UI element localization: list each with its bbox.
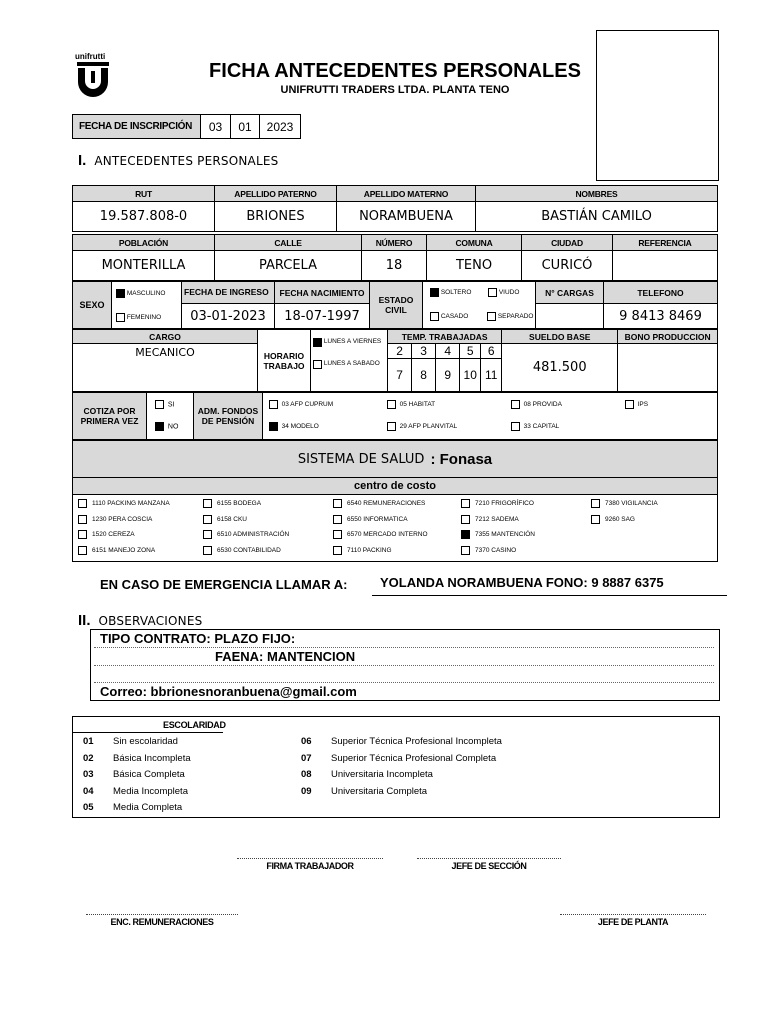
- escolaridad-code: 02: [83, 752, 94, 764]
- horario-label: HORARIO TRABAJO: [258, 330, 311, 392]
- afp-cuprum-label: 03 AFP CUPRUM: [281, 401, 334, 409]
- personal-table-3: [72, 281, 718, 329]
- apellido-materno-header: APELLIDO MATERNO: [337, 186, 476, 202]
- centro-costo-label: 6530 CONTABILIDAD: [217, 546, 281, 554]
- cotiza-no-checkbox[interactable]: [155, 422, 164, 431]
- escolaridad-box: [72, 716, 720, 818]
- escolaridad-item: [83, 736, 178, 747]
- escolaridad-item: [301, 753, 496, 764]
- bono-label: BONO PRODUCCION: [618, 330, 718, 344]
- cotiza-no-label: NO: [167, 423, 179, 431]
- personal-table-5: [72, 392, 718, 440]
- poblacion-header: POBLACIÓN: [73, 235, 215, 251]
- nombres-value[interactable]: BASTIÁN CAMILO: [476, 202, 718, 232]
- telefono-value[interactable]: 9 8413 8469: [604, 304, 718, 329]
- estado-civil-label: ESTADO CIVIL: [370, 282, 423, 329]
- faena-text[interactable]: FAENA: MANTENCION: [215, 649, 356, 664]
- comuna-header: COMUNA: [427, 235, 522, 251]
- bono-value[interactable]: [618, 344, 718, 392]
- tipo-contrato-text[interactable]: TIPO CONTRATO: PLAZO FIJO:: [100, 631, 296, 646]
- escolaridad-title: ESCOLARIDAD: [163, 720, 226, 730]
- escolaridad-code: 09: [301, 785, 312, 797]
- centro-costo-checkbox[interactable]: [78, 546, 87, 555]
- centro-costo-label: 6570 MERCADO INTERNO: [347, 531, 428, 538]
- centro-costo-item[interactable]: [461, 530, 535, 539]
- afp-modelo-label: 34 MODELO: [281, 423, 319, 431]
- centro-costo-label: 6510 ADMINISTRACIÓN: [217, 531, 290, 538]
- centro-costo-label: 6158 CKU: [217, 515, 247, 523]
- lunes-sabado-label: LUNES A SABADO: [323, 360, 380, 367]
- emergencia-value[interactable]: YOLANDA NORAMBUENA FONO: 9 8887 6375: [372, 575, 727, 596]
- estado-civil-options: [423, 282, 536, 329]
- fecha-inscripcion: [72, 114, 301, 139]
- photo-box: [596, 30, 719, 181]
- centro-costo-item[interactable]: [461, 515, 519, 524]
- centro-costo-checkbox[interactable]: [78, 499, 87, 508]
- centro-costo-item[interactable]: [203, 515, 247, 524]
- centro-costo-checkbox[interactable]: [78, 530, 87, 539]
- centro-costo-checkbox[interactable]: [203, 530, 212, 539]
- escolaridad-code: 04: [83, 785, 94, 797]
- escolaridad-code: 05: [83, 802, 94, 813]
- centro-costo-checkbox[interactable]: [78, 515, 87, 524]
- fecha-ingreso-label: FECHA DE INGRESO: [182, 282, 275, 304]
- fecha-nacimiento-value[interactable]: 18-07-1997: [275, 304, 370, 329]
- afp-capital-checkbox[interactable]: [511, 422, 520, 431]
- afp-provida-label: 08 PROVIDA: [523, 401, 562, 409]
- escolaridad-code: 06: [301, 736, 312, 747]
- numero-value[interactable]: 18: [362, 251, 427, 281]
- escolaridad-label: Superior Técnica Profesional Completa: [331, 752, 497, 764]
- centro-costo-checkbox[interactable]: [203, 499, 212, 508]
- ips-checkbox[interactable]: [625, 400, 634, 409]
- firma-trabajador: FIRMA TRABAJADOR: [237, 858, 383, 871]
- escolaridad-item: [301, 736, 502, 747]
- centro-costo-item[interactable]: [78, 515, 152, 524]
- ciudad-value[interactable]: CURICÓ: [522, 251, 613, 281]
- correo-text[interactable]: Correo: bbrionesnoranbuena@gmail.com: [100, 684, 357, 699]
- centro-costo-item[interactable]: [78, 546, 155, 555]
- referencia-value[interactable]: [613, 251, 718, 281]
- femenino-checkbox[interactable]: [116, 313, 125, 322]
- apellido-paterno-header: APELLIDO PATERNO: [215, 186, 337, 202]
- personal-table-1: [72, 185, 718, 232]
- comuna-value[interactable]: TENO: [427, 251, 522, 281]
- rut-value[interactable]: 19.587.808-0: [73, 202, 215, 232]
- cotiza-label: COTIZA POR PRIMERA VEZ: [73, 393, 147, 440]
- numero-header: NÚMERO: [362, 235, 427, 251]
- afp-cuprum-checkbox[interactable]: [269, 400, 278, 409]
- calle-value[interactable]: PARCELA: [215, 251, 362, 281]
- centro-costo-label: 7110 PACKING: [347, 546, 392, 554]
- centro-costo-label: 7355 MANTENCIÓN: [475, 531, 535, 538]
- fecha-nacimiento-label: FECHA NACIMIENTO: [275, 282, 370, 304]
- afp-habitat-checkbox[interactable]: [387, 400, 396, 409]
- centro-costo-label: 1230 PERA COSCIA: [92, 515, 153, 523]
- centro-costo-item[interactable]: [203, 546, 281, 555]
- centro-costo-label: 6540 REMUNERACIONES: [347, 500, 426, 507]
- escolaridad-code: 07: [301, 752, 312, 764]
- salud-label: SISTEMA DE SALUD: [297, 451, 425, 467]
- cargo-value[interactable]: MECANICO: [73, 344, 258, 392]
- personal-table-2: [72, 234, 718, 281]
- centro-costo-label: 7212 SADEMA: [475, 515, 519, 523]
- temp-6[interactable]: 6: [481, 344, 502, 359]
- viudo-label: VIUDO: [498, 289, 520, 297]
- centro-costo-label: 7370 CASINO: [475, 546, 517, 554]
- escolaridad-item: [83, 802, 182, 813]
- cargo-label: CARGO: [73, 330, 258, 344]
- firma-remuneraciones: ENC. REMUNERACIONES: [86, 914, 238, 927]
- centro-costo-item[interactable]: [78, 499, 170, 508]
- temp-3[interactable]: 3: [412, 344, 436, 359]
- lunes-viernes-checkbox[interactable]: [313, 338, 322, 347]
- escolaridad-label: Básica Incompleta: [113, 752, 191, 764]
- centro-costo-item[interactable]: [461, 499, 534, 508]
- centro-costo-item[interactable]: [203, 530, 289, 539]
- escolaridad-code: 08: [301, 769, 312, 780]
- escolaridad-label: Básica Completa: [113, 769, 185, 780]
- centro-costo-item[interactable]: [78, 530, 135, 539]
- apellido-paterno-value[interactable]: BRIONES: [215, 202, 337, 232]
- lunes-viernes-label: LUNES A VIERNES: [323, 338, 382, 345]
- nombres-header: NOMBRES: [476, 186, 718, 202]
- escolaridad-item: [83, 753, 191, 764]
- centro-costo-checkbox[interactable]: [203, 515, 212, 524]
- apellido-materno-value[interactable]: NORAMBUENA: [337, 202, 476, 232]
- separado-label: SEPARADO: [497, 313, 534, 321]
- inscripcion-day[interactable]: 03: [201, 115, 231, 138]
- centro-costo-item[interactable]: [333, 499, 425, 508]
- observaciones-box: [90, 629, 720, 701]
- escolaridad-label: Superior Técnica Profesional Incompleta: [331, 736, 502, 747]
- centro-costo-label: 6155 BODEGA: [217, 500, 262, 507]
- centro-costo-label: 6550 INFORMATICA: [347, 515, 408, 523]
- soltero-label: SOLTERO: [440, 289, 472, 297]
- centro-costo-label: 7210 FRIGORÍFICO: [475, 500, 534, 507]
- cotiza-options: [147, 393, 194, 440]
- sistema-salud: [72, 440, 718, 478]
- centro-costo-item[interactable]: [591, 499, 658, 508]
- centro-costo-checkbox[interactable]: [461, 546, 470, 555]
- centro-costo-label: 6151 MANEJO ZONA: [92, 546, 156, 554]
- masculino-checkbox[interactable]: [116, 289, 125, 298]
- sexo-options: [112, 282, 182, 329]
- escolaridad-label: Sin escolaridad: [113, 736, 178, 747]
- cargas-value[interactable]: [536, 304, 604, 329]
- inscripcion-month[interactable]: 01: [231, 115, 260, 138]
- casado-checkbox[interactable]: [430, 312, 439, 321]
- section-2-heading: II. OBSERVACIONES: [78, 612, 203, 629]
- adm-label: ADM. FONDOS DE PENSIÓN: [194, 393, 263, 440]
- centro-costo-title: centro de costo: [73, 478, 717, 495]
- referencia-header: REFERENCIA: [613, 235, 718, 251]
- lunes-sabado-checkbox[interactable]: [313, 360, 322, 369]
- cotiza-si-label: SI: [167, 401, 175, 409]
- escolaridad-label: Media Completa: [113, 802, 183, 813]
- casado-label: CASADO: [440, 313, 469, 321]
- escolaridad-item: [83, 769, 185, 780]
- temp-2[interactable]: 2: [388, 344, 412, 359]
- centro-costo-item[interactable]: [461, 546, 516, 555]
- escolaridad-label: Media Incompleta: [113, 785, 188, 797]
- escolaridad-label: Universitaria Incompleta: [331, 769, 433, 780]
- cargas-label: N° CARGAS: [536, 282, 604, 304]
- centro-costo-item[interactable]: [333, 515, 408, 524]
- centro-costo-checkbox[interactable]: [461, 515, 470, 524]
- escolaridad-item: [301, 769, 433, 780]
- inscripcion-year[interactable]: 2023: [266, 119, 294, 134]
- centro-costo-checkbox[interactable]: [461, 499, 470, 508]
- centro-costo-checkbox[interactable]: [591, 499, 600, 508]
- centro-costo-grid: [73, 495, 717, 559]
- afp-provida-checkbox[interactable]: [511, 400, 520, 409]
- firma-jefe-planta: JEFE DE PLANTA: [560, 914, 706, 927]
- form-title: FICHA ANTECEDENTES PERSONALES: [209, 60, 581, 82]
- centro-costo-checkbox[interactable]: [203, 546, 212, 555]
- afp-options: [263, 393, 718, 440]
- firma-jefe-seccion: JEFE DE SECCIÓN: [417, 858, 561, 871]
- centro-costo-item[interactable]: [333, 546, 392, 555]
- centro-costo-label: 9260 SAG: [605, 515, 635, 523]
- cotiza-si-checkbox[interactable]: [155, 400, 164, 409]
- temp-4[interactable]: 4: [436, 344, 460, 359]
- afp-capital-label: 33 CAPITAL: [523, 423, 560, 431]
- horario-options: [311, 330, 388, 392]
- sueldo-value[interactable]: 481.500: [502, 344, 618, 392]
- centro-costo-checkbox[interactable]: [333, 530, 342, 539]
- escolaridad-code: 01: [83, 736, 94, 747]
- salud-value[interactable]: : Fonasa: [430, 450, 493, 468]
- ciudad-header: CIUDAD: [522, 235, 613, 251]
- temp-7[interactable]: 7: [388, 359, 412, 392]
- poblacion-value[interactable]: MONTERILLA: [73, 251, 215, 281]
- temp-9[interactable]: 9: [436, 359, 460, 392]
- centro-costo-checkbox[interactable]: [461, 530, 470, 539]
- centro-costo-checkbox[interactable]: [333, 546, 342, 555]
- centro-costo-item[interactable]: [591, 515, 635, 524]
- afp-planvital-label: 29 AFP PLANVITAL: [399, 423, 458, 431]
- escolaridad-code: 03: [83, 769, 94, 780]
- calle-header: CALLE: [215, 235, 362, 251]
- emergencia-label: EN CASO DE EMERGENCIA LLAMAR A:: [100, 577, 348, 592]
- centro-costo-checkbox[interactable]: [333, 499, 342, 508]
- fecha-ingreso-value[interactable]: 03-01-2023: [182, 304, 275, 329]
- sueldo-label: SUELDO BASE: [502, 330, 618, 344]
- viudo-checkbox[interactable]: [488, 288, 497, 297]
- centro-costo-checkbox[interactable]: [333, 515, 342, 524]
- section-1-heading: I. ANTECEDENTES PERSONALES: [78, 152, 279, 169]
- afp-planvital-checkbox[interactable]: [387, 422, 396, 431]
- temp-5[interactable]: 5: [460, 344, 481, 359]
- afp-habitat-label: 05 HABITAT: [399, 401, 436, 409]
- centro-costo-label: 1520 CEREZA: [92, 531, 135, 538]
- centro-costo-label: 7380 VIGILANCIA: [605, 500, 658, 507]
- femenino-label: FEMENINO: [126, 314, 162, 322]
- temp-8[interactable]: 8: [412, 359, 436, 392]
- separado-checkbox[interactable]: [487, 312, 496, 321]
- escolaridad-item: [301, 786, 427, 797]
- unifrutti-logo: unifrutti: [74, 52, 114, 98]
- masculino-label: MASCULINO: [126, 290, 166, 298]
- centro-costo-label: 1110 PACKING MANZANA: [92, 500, 170, 507]
- personal-table-4: [72, 329, 718, 392]
- temp-10[interactable]: 10: [460, 359, 481, 392]
- soltero-checkbox[interactable]: [430, 288, 439, 297]
- rut-header: RUT: [73, 186, 215, 202]
- escolaridad-item: [83, 786, 188, 797]
- centro-costo-item[interactable]: [203, 499, 261, 508]
- centro-costo-checkbox[interactable]: [591, 515, 600, 524]
- centro-costo-item[interactable]: [333, 530, 428, 539]
- form-subtitle: UNIFRUTTI TRADERS LTDA. PLANTA TENO: [280, 84, 510, 96]
- temp-label: TEMP. TRABAJADAS: [388, 330, 502, 344]
- sexo-label: SEXO: [73, 282, 112, 329]
- temp-11[interactable]: 11: [481, 359, 502, 392]
- escolaridad-label: Universitaria Completa: [331, 785, 428, 797]
- afp-modelo-checkbox[interactable]: [269, 422, 278, 431]
- telefono-label: TELEFONO: [604, 282, 718, 304]
- fecha-inscripcion-label: FECHA DE INSCRIPCIÓN: [73, 115, 201, 138]
- centro-costo: [72, 477, 718, 562]
- ips-label: IPS: [637, 401, 649, 409]
